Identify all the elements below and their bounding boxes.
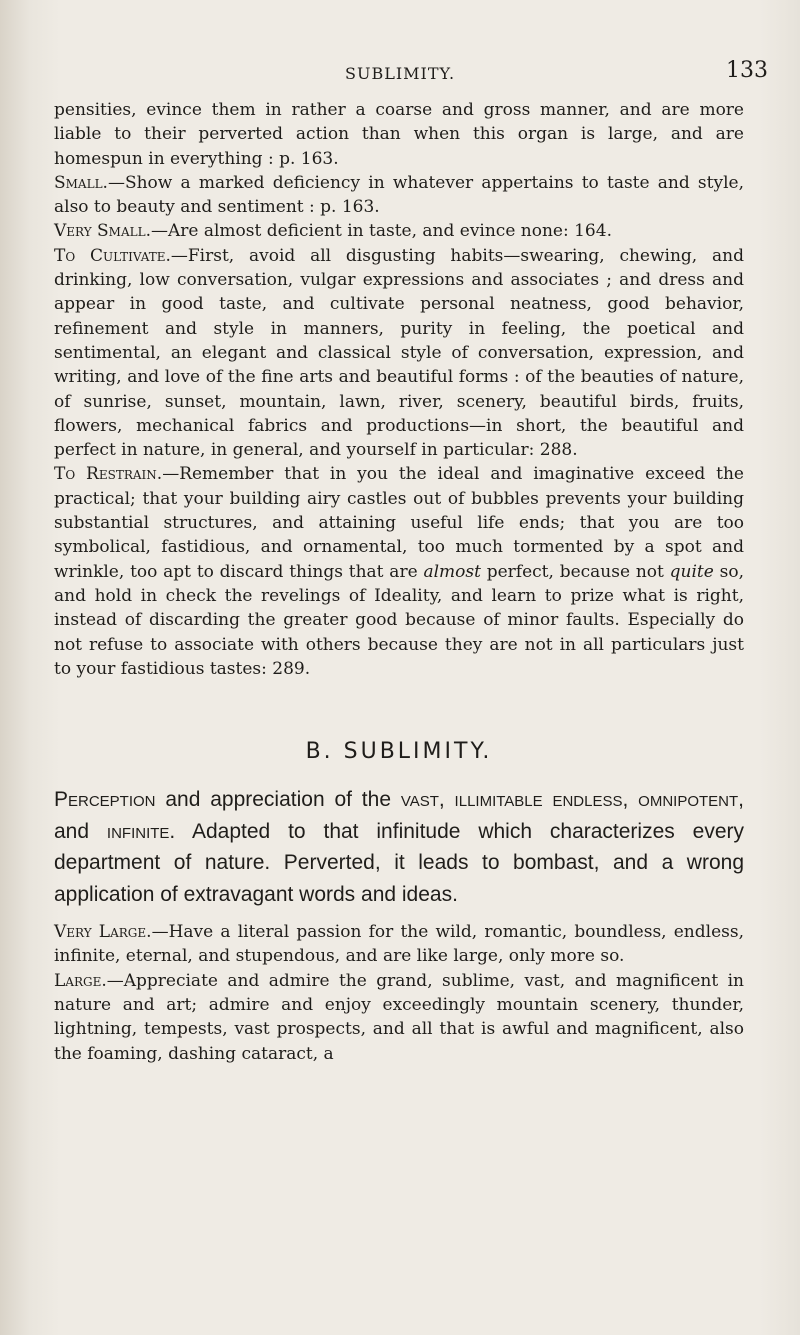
- very-small-paragraph: [54, 219, 744, 243]
- small-label: Small.: [54, 172, 108, 193]
- restrain-text-b: perfect, because not: [480, 561, 670, 582]
- large-text: —Appreciate and admire the grand, sublime, vast, and magnificent in nature and art; admire and enjoy exceedingly mountain scenery, thunder, lightning, tempests, vast prospects, and all that is awful and magnificent, also the foaming, dashing cataract, a: [54, 970, 744, 1064]
- very-large-label: Very Large.: [54, 922, 152, 943]
- restrain-paragraph: [54, 462, 744, 681]
- restrain-text-a: —Remember that in you the ideal and imaginative exceed the practical; that your building airy castles out of bubbles prevents your building substantial structures, and attaining useful life ends; that you are too symbolical, fastidious, and ornamental, too much tormented by a spot and wrinkle, too apt to discard things that are: [54, 464, 744, 582]
- def-perception: Perception: [54, 788, 156, 812]
- large-paragraph: [54, 969, 744, 1066]
- page-body: [54, 98, 744, 1066]
- continued-paragraph: pensities, evince them in rather a coarse and gross manner, and are more liable to their perverted action than when this organ is large, and are homespun in everything : p. 163.: [54, 100, 744, 169]
- very-large-text: —Have a literal passion for the wild, romantic, boundless, endless, infinite, eternal, and stupendous, and are like large, only more so.: [54, 922, 744, 967]
- cultivate-paragraph: [54, 244, 744, 463]
- running-title: SUBLIMITY.: [345, 64, 456, 83]
- cultivate-label: To Cultivate.: [54, 245, 171, 266]
- small-paragraph: [54, 171, 744, 220]
- def-and-1: and appreciation of the: [155, 788, 401, 812]
- restrain-quite: quite: [669, 561, 714, 582]
- def-infinite: infinite.: [106, 819, 176, 843]
- def-rest: Adapted to that infinitude which characterizes every department of nature. Perverted, it leads to bombast, and a wrong application of extravagant words and ideas.: [54, 819, 744, 906]
- restrain-label: To Restrain.: [54, 464, 163, 485]
- def-and-2: and: [54, 819, 107, 843]
- large-label: Large.: [54, 970, 107, 991]
- very-large-paragraph: [54, 920, 744, 969]
- very-small-text: —Are almost deficient in taste, and evince none: 164.: [150, 221, 612, 242]
- def-vast: vast, illimitable endless, omnipotent,: [400, 788, 744, 812]
- restrain-almost: almost: [423, 561, 481, 582]
- definition-paragraph: [54, 784, 744, 910]
- restrain-text-c: so, and hold in check the revelings of Ideality, and learn to prize what is right, instead of discarding the greater good because of minor faults. Especially do not refuse to associate with others because they are not in all particulars just to your fastidious tastes: 289.: [54, 561, 744, 679]
- very-small-label: Very Small.: [54, 221, 151, 242]
- page-number: 133: [726, 58, 768, 83]
- small-text: —Show a marked deficiency in whatever appertains to taste and style, also to beauty and sentiment : p. 163.: [54, 172, 744, 218]
- section-title: B. SUBLIMITY.: [305, 739, 493, 765]
- cultivate-text: —First, avoid all disgusting habits—swearing, chewing, and drinking, low conversation, vulgar expressions and associates ; and dress and appear in good taste, and cultivate personal neatness, good behavior, refinement and style in manners, purity in feeling, the poetical and sentimental, an elegant and classical style of conversation, expression, and writing, and love of the fine arts and beautiful forms : of the beauties of nature, of sunrise, sunset, mountain, lawn, river, scenery, beautiful birds, fruits, flowers, mechanical fabrics and productions—in short, the beautiful and perfect in nature, in general, and yourself in particular: 288.: [54, 245, 744, 461]
- running-head: [0, 58, 800, 98]
